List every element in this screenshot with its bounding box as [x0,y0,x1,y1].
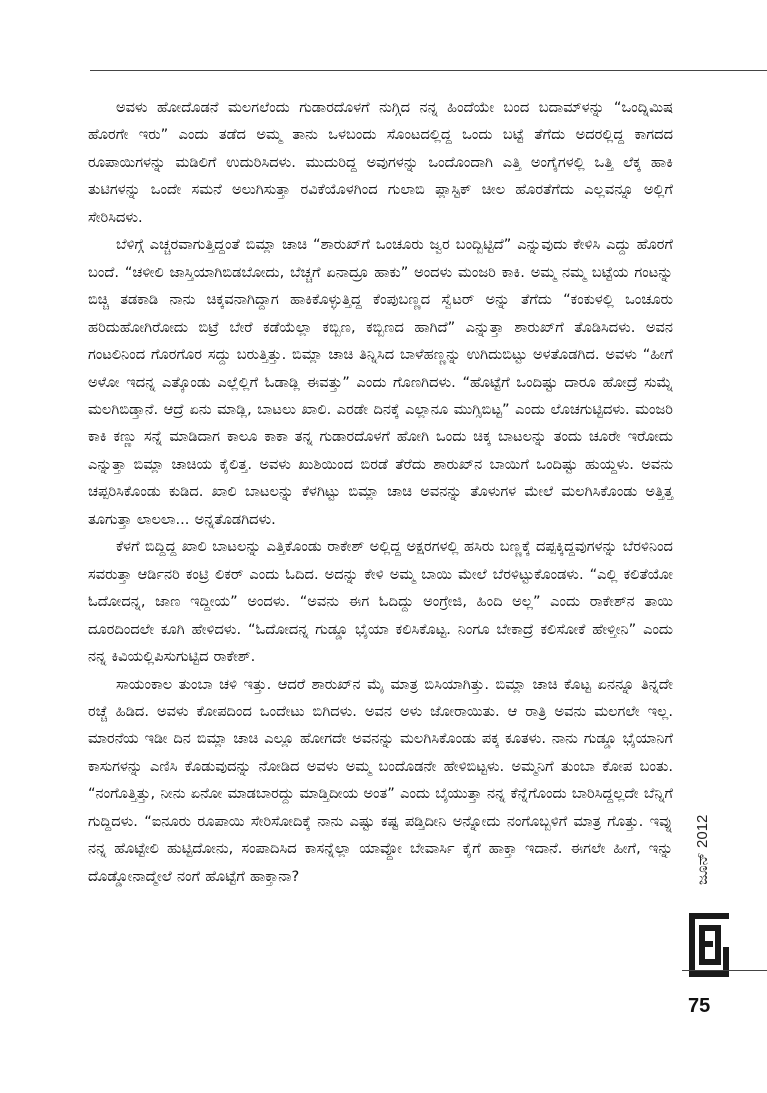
paragraph-2: ಬೆಳಿಗ್ಗೆ ಎಚ್ಚರವಾಗುತ್ತಿದ್ದಂತೆ ಬಿಮ್ಲಾ ಚಾಚಿ “ಶಾರುಖ್‌ಗೆ ಒಂಚೂರು ಜ್ವರ ಬಂದ್ಬಿಟ್ಟಿದೆ” ಎನ್ನುವುದು ಕೇಳಿಸಿ ಎದ್ದು ಹೊರಗೆ ಬಂದೆ. “ಚಳೀಲಿ ಜಾಸ್ತಿಯಾಗಿಬಿಡಬೋದು, ಬೆಚ್ಚಗೆ ಏನಾದ್ರೂ ಹಾಕು” ಅಂದಳು ಮಂಜರಿ ಕಾಕಿ. ಅಮ್ಮ ನಮ್ಮ ಬಟ್ಟೆಯ ಗಂಟನ್ನು ಬಿಚ್ಚಿ ತಡಕಾಡಿ ನಾನು ಚಿಕ್ಕವನಾಗಿದ್ದಾಗ ಹಾಕಿಕೊಳ್ಳುತ್ತಿದ್ದ ಕೆಂಪುಬಣ್ಣದ ಸ್ವೆಟರ್ ಅನ್ನು ತೆಗೆದು “ಕಂಕುಳಲ್ಲಿ ಒಂಚೂರು ಹರಿದುಹೋಗಿರೋದು ಬಿಟ್ರೆ ಬೇರೆ ಕಡೆಯೆಲ್ಲಾ ಕಬ್ಬಿಣ, ಕಬ್ಬಿಣದ ಹಾಗಿದೆ” ಎನ್ನುತ್ತಾ ಶಾರುಖ್‌ಗೆ ತೊಡಿಸಿದಳು. ಅವನ ಗಂಟಲಿನಿಂದ ಗೊರಗೊರ ಸದ್ದು ಬರುತ್ತಿತ್ತು. ಬಿಮ್ಲಾ ಚಾಚಿ ತಿನ್ನಿಸಿದ ಬಾಳೆಹಣ್ಣನ್ನು ಉಗಿದುಬಿಟ್ಟು ಅಳತೊಡಗಿದ. ಅವಳು “ಹೀಗೆ ಅಳೋ ಇದನ್ನ ಎತ್ಕೊಂಡು ಎಲ್ಲೆಲ್ಲಿಗೆ ಓಡಾಡ್ಲಿ ಈವತ್ತು” ಎಂದು ಗೊಣಗಿದಳು. “ಹೊಟ್ಟೆಗೆ ಒಂದಿಷ್ಟು ದಾರೂ ಹೋದ್ರೆ ಸುಮ್ನೆ ಮಲಗಿಬಿಡ್ತಾನೆ. ಆದ್ರೆ ಏನು ಮಾಡ್ಲಿ, ಬಾಟಲು ಖಾಲಿ. ಎರಡೇ ದಿನಕ್ಕೆ ಎಲ್ಲಾನೂ ಮುಗ್ಸಿಬಿಟ್ಟ” ಎಂದು ಲೊಚಗುಟ್ಟಿದಳು. ಮಂಜರಿ ಕಾಕಿ ಕಣ್ಣು ಸನ್ನೆ ಮಾಡಿದಾಗ ಕಾಲೂ ಕಾಕಾ ತನ್ನ ಗುಡಾರದೊಳಗೆ ಹೋಗಿ ಒಂದು ಚಿಕ್ಕ ಬಾಟಲನ್ನು ತಂದು ಚೂರೇ ಇರೋದು ಎನ್ನುತ್ತಾ ಬಿಮ್ಲಾ ಚಾಚಿಯ ಕೈಲಿತ್ತ. ಅವಳು ಖುಶಿಯಿಂದ ಬಿರಡೆ ತೆರೆದು ಶಾರುಖ್‌ನ ಬಾಯಿಗೆ ಒಂದಿಷ್ಟು ಹುಯ್ದಳು. ಅವನು ಚಪ್ಪರಿಸಿಕೊಂಡು ಕುಡಿದ. ಖಾಲಿ ಬಾಟಲನ್ನು ಕೆಳಗಿಟ್ಟು ಬಿಮ್ಲಾ ಚಾಚಿ ಅವನನ್ನು ತೊಳುಗಳ ಮೇಲೆ ಮಲಗಿಸಿಕೊಂಡು ಅತ್ತಿತ್ತ ತೂಗುತ್ತಾ ಲಾಲಲಾ... ಅನ್ನತೊಡಗಿದಳು. [88,236,673,528]
story-text [88,94,673,890]
paragraph-1: ಅವಳು ಹೋದೊಡನೆ ಮಲಗಲೆಂದು ಗುಡಾರದೊಳಗೆ ನುಗ್ಗಿದ ನನ್ನ ಹಿಂದೆಯೇ ಬಂದ ಬದಾಮ್‌ಳನ್ನು “ಒಂದ್ನಿಮಿಷ ಹೊರಗೇ ಇರು” ಎಂದು ತಡೆದ ಅಮ್ಮ ತಾನು ಒಳಬಂದು ಸೊಂಟದಲ್ಲಿದ್ದ ಒಂದು ಬಟ್ಟೆ ತೆಗೆದು ಅದರಲ್ಲಿದ್ದ ಕಾಗದದ ರೂಪಾಯಿಗಳನ್ನು ಮಡಿಲಿಗೆ ಉದುರಿಸಿದಳು. ಮುದುರಿದ್ದ ಅವುಗಳನ್ನು ಒಂದೊಂದಾಗಿ ಎತ್ತಿ ಅಂಗೈಗಳಲ್ಲಿ ಒತ್ತಿ ಲೆಕ್ಕ ಹಾಕಿ ತುಟಿಗಳನ್ನು ಒಂದೇ ಸಮನೆ ಅಲುಗಿಸುತ್ತಾ ರವಿಕೆಯೊಳಗಿಂದ ಗುಲಾಬಿ ಪ್ಲಾಸ್ಟಿಕ್ ಚೀಲ ಹೊರತೆಗೆದು ಎಲ್ಲವನ್ನೂ ಅಲ್ಲಿಗೆ ಸೇರಿಸಿದಳು. [88,99,673,226]
magazine-sidebar [686,800,767,970]
page-number: 75 [688,995,711,1017]
footer-rule [682,970,767,971]
paragraph-3: ಕೆಳಗೆ ಬಿದ್ದಿದ್ದ ಖಾಲಿ ಬಾಟಲನ್ನು ಎತ್ತಿಕೊಂಡು ರಾಕೇಶ್ ಅಲ್ಲಿದ್ದ ಅಕ್ಷರಗಳಲ್ಲಿ ಹಸಿರು ಬಣ್ಣಕ್ಕೆ ದಪ್ಪಕ್ಕಿದ್ದವುಗಳನ್ನು ಬೆರಳಿನಿಂದ ಸವರುತ್ತಾ ಆರ್ಡಿನರಿ ಕಂಟ್ರಿ ಲಿಕರ್ ಎಂದು ಓದಿದ. ಅದನ್ನು ಕೇಳಿ ಅಮ್ಮ ಬಾಯಿ ಮೇಲೆ ಬೆರಳಿಟ್ಟುಕೊಂಡಳು. “ಎಲ್ಲಿ ಕಲಿತೆಯೋ ಓದೋದನ್ನ, ಜಾಣ ಇದ್ದೀಯ” ಅಂದಳು. “ಅವನು ಈಗ ಓದಿದ್ದು ಅಂಗ್ರೇಜಿ, ಹಿಂದಿ ಅಲ್ಲ” ಎಂದು ರಾಕೇಶ್‌ನ ತಾಯಿ ದೂರದಿಂದಲೇ ಕೂಗಿ ಹೇಳಿದಳು. “ಓದೋದನ್ನ ಗುಡ್ಡೂ ಭೈಯಾ ಕಲಿಸಿಕೊಟ್ಟ. ನಿಂಗೂ ಬೇಕಾದ್ರೆ ಕಲಿಸೋಕೆ ಹೇಳ್ತೀನಿ” ಎಂದು ನನ್ನ ಕಿವಿಯಲ್ಲಿಪಿಸುಗುಟ್ಟಿದ ರಾಕೇಶ್. [88,538,673,666]
header-rule [90,70,767,71]
issue-date: ಜೂನ್ 2012 [694,814,711,886]
paragraph-4: ಸಾಯಂಕಾಲ ತುಂಬಾ ಚಳಿ ಇತ್ತು. ಆದರೆ ಶಾರುಖ್‌ನ ಮೈ ಮಾತ್ರ ಬಿಸಿಯಾಗಿತ್ತು. ಬಿಮ್ಲಾ ಚಾಚಿ ಕೊಟ್ಟ ಏನನ್ನೂ ತಿನ್ನದೇ ರಚ್ಚೆ ಹಿಡಿದ. ಅವಳು ಕೋಪದಿಂದ ಒಂದೇಟು ಬಿಗಿದಳು. ಅವನ ಅಳು ಜೋರಾಯಿತು. ಆ ರಾತ್ರಿ ಅವನು ಮಲಗಲೇ ಇಲ್ಲ. ಮಾರನೆಯ ಇಡೀ ದಿನ ಬಿಮ್ಲಾ ಚಾಚಿ ಎಲ್ಲೂ ಹೋಗದೇ ಅವನನ್ನು ಮಲಗಿಸಿಕೊಂಡು ಪಕ್ಕ ಕೂತಳು. ನಾನು ಗುಡ್ಡೂ ಭೈಯಾನಿಗೆ ಕಾಸುಗಳನ್ನು ಎಣಿಸಿ ಕೊಡುವುದನ್ನು ನೋಡಿದ ಅವಳು ಅಮ್ಮ ಬಂದೊಡನೇ ಹೇಳಿಬಿಟ್ಟಳು. ಅಮ್ಮನಿಗೆ ತುಂಬಾ ಕೋಪ ಬಂತು. “ನಂಗೊತ್ತಿತ್ತು, ನೀನು ಏನೋ ಮಾಡಬಾರದ್ದು ಮಾಡ್ತಿದೀಯ ಅಂತ” ಎಂದು ಬೈಯುತ್ತಾ ನನ್ನ ಕೆನ್ನೆಗೊಂದು ಬಾರಿಸಿದ್ದಲ್ಲದೇ ಬೆನ್ನಿಗೆ ಗುದ್ದಿದಳು. “ಐನೂರು ರೂಪಾಯಿ ಸೇರಿಸೋದಿಕ್ಕೆ ನಾನು ಎಷ್ಟು ಕಷ್ಟ ಪಡ್ತಿದೀನಿ ಅನ್ನೋದು ನಂಗೊಬ್ಬಳಿಗೆ ಮಾತ್ರ ಗೊತ್ತು. ಇವ್ನು ನನ್ನ ಹೊಟ್ಟೇಲಿ ಹುಟ್ಟಿದೋನು, ಸಂಪಾದಿಸಿದ ಕಾಸನ್ನೆಲ್ಲಾ ಯಾವ್ದೋ ಬೇವಾರ್ಸಿ ಕೈಗೆ ಹಾಕ್ತಾ ಇದಾನೆ. ಈಗಲೇ ಹೀಗೆ, ಇನ್ನು ದೊಡ್ಡೋನಾದ್ಮೇಲೆ ನಂಗೆ ಹೊಟ್ಟೆಗೆ ಹಾಕ್ತಾನಾ? [88,675,673,885]
